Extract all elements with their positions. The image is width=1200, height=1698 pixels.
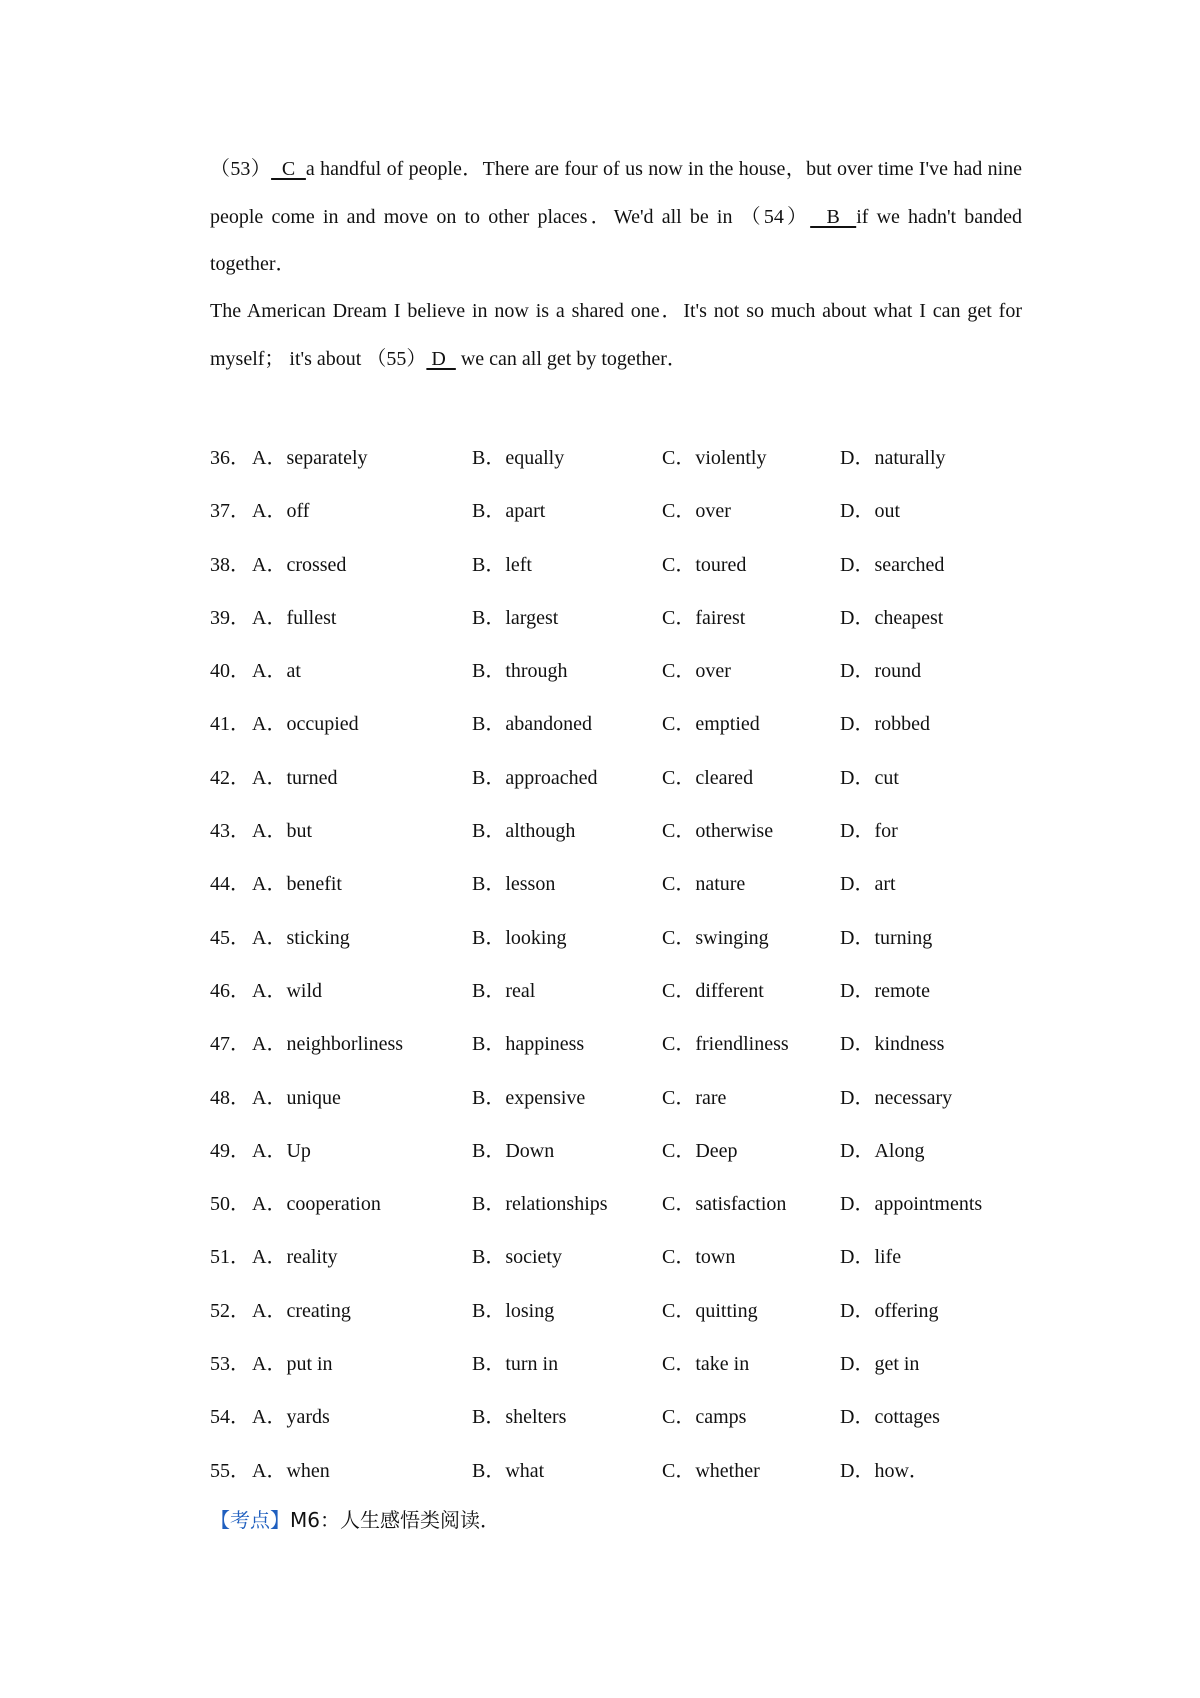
option-c: C．violently — [662, 447, 767, 469]
option-d: D．kindness — [840, 1033, 945, 1056]
passage-text — [210, 146, 1022, 289]
question-number: 53． — [210, 1353, 250, 1376]
option-d: D．turning — [840, 926, 933, 949]
option-d: D．cottages — [840, 1406, 940, 1429]
option-a: A．cooperation — [252, 1193, 381, 1216]
option-a: A．yards — [252, 1406, 330, 1429]
option-a: A．reality — [252, 1246, 338, 1269]
option-c: C．quitting — [662, 1299, 758, 1322]
option-b: B．left — [472, 553, 532, 576]
question-number: 52． — [210, 1299, 250, 1322]
question-number: 44． — [210, 873, 250, 896]
question-number: 51． — [210, 1246, 250, 1269]
options-list — [210, 432, 1022, 1498]
option-d: D．art — [840, 873, 896, 896]
question-number: 42． — [210, 766, 250, 789]
passage-sentence: if we hadn't banded together． — [210, 205, 1023, 275]
option-b: B．turn in — [472, 1353, 559, 1376]
option-row — [210, 1445, 1022, 1498]
option-c: C．camps — [662, 1406, 747, 1429]
option-c: C．satisfaction — [662, 1193, 787, 1216]
option-b: B．shelters — [472, 1406, 567, 1429]
option-a: A．Up — [252, 1139, 311, 1162]
question-number: 49． — [210, 1139, 250, 1162]
passage-sentence: a handful of people．There are four of us now in the house，but over time I've had nine people come in and move on to other places．We'd all be in — [210, 158, 1023, 228]
option-c: C．swinging — [662, 926, 769, 949]
option-row — [210, 912, 1022, 965]
option-a: A．neighborliness — [252, 1033, 404, 1056]
option-row — [210, 858, 1022, 911]
kaodian-text: M6：人生感悟类阅读． — [290, 1508, 500, 1532]
option-row — [210, 645, 1022, 698]
option-c: C．over — [662, 660, 731, 683]
passage-sentence: we can all get by together． — [455, 347, 687, 370]
passage-text — [210, 288, 1022, 383]
option-row — [210, 965, 1022, 1018]
kaodian-note — [210, 1500, 500, 1540]
option-d: D．cut — [840, 766, 899, 789]
option-b: B．approached — [472, 766, 598, 789]
option-a: A．occupied — [252, 713, 359, 736]
option-c: C．town — [662, 1246, 736, 1269]
option-d: D．for — [840, 820, 898, 843]
question-number: （53） — [210, 158, 272, 180]
option-c: C．rare — [662, 1086, 727, 1109]
passage-sentence: The American Dream I believe in now is a shared one．It's not so much about what I can get for myself； it's about — [210, 300, 1022, 370]
question-number: 37． — [210, 500, 250, 523]
question-number: 48． — [210, 1086, 250, 1109]
question-number: 38． — [210, 553, 250, 576]
answer-blank: C — [271, 158, 306, 180]
option-a: A．unique — [252, 1086, 341, 1109]
option-d: D．life — [840, 1246, 902, 1269]
option-row — [210, 432, 1022, 485]
option-d: D．remote — [840, 979, 930, 1002]
option-row — [210, 752, 1022, 805]
option-d: D．robbed — [840, 713, 930, 736]
option-row — [210, 1231, 1022, 1284]
option-c: C．toured — [662, 553, 747, 576]
option-b: B．losing — [472, 1299, 555, 1322]
option-c: C．cleared — [662, 766, 754, 789]
option-a: A．turned — [252, 766, 338, 789]
option-row — [210, 1072, 1022, 1125]
option-d: D．appointments — [840, 1193, 983, 1216]
option-c: C．emptied — [662, 713, 760, 736]
option-c: C．fairest — [662, 606, 746, 629]
option-d: D．searched — [840, 553, 945, 576]
passage-paragraph-2 — [210, 288, 1022, 383]
option-b: B．looking — [472, 926, 567, 949]
option-c: C．otherwise — [662, 820, 774, 843]
option-b: B．equally — [472, 447, 565, 469]
option-b: B．although — [472, 820, 576, 843]
option-a: A．off — [252, 500, 310, 523]
option-c: C．over — [662, 500, 731, 523]
option-d: D．how． — [840, 1459, 929, 1482]
question-number: （54） — [740, 205, 811, 228]
option-b: B．lesson — [472, 873, 556, 896]
option-b: B．Down — [472, 1139, 555, 1162]
option-row — [210, 1338, 1022, 1391]
kaodian-label: 【考点】 — [210, 1508, 290, 1532]
option-row — [210, 592, 1022, 645]
question-number: 46． — [210, 979, 250, 1002]
option-b: B．happiness — [472, 1033, 585, 1056]
option-d: D．round — [840, 660, 922, 683]
option-row — [210, 1285, 1022, 1338]
question-number: 50． — [210, 1193, 250, 1216]
option-b: B．through — [472, 660, 568, 683]
option-d: D．offering — [840, 1299, 939, 1322]
option-d: D．Along — [840, 1139, 925, 1162]
option-a: A．at — [252, 660, 301, 683]
question-number: 45． — [210, 926, 250, 949]
question-number: 47． — [210, 1033, 250, 1056]
option-row — [210, 805, 1022, 858]
option-d: D．get in — [840, 1353, 920, 1376]
option-a: A．sticking — [252, 926, 350, 949]
answer-blank: D — [426, 347, 456, 370]
question-number: 40． — [210, 660, 250, 683]
question-number: 36． — [210, 447, 250, 469]
option-d: D．naturally — [840, 447, 946, 469]
option-b: B．relationships — [472, 1193, 608, 1216]
option-b: B．expensive — [472, 1086, 586, 1109]
question-number: 55． — [210, 1459, 250, 1482]
question-number: 39． — [210, 606, 250, 629]
question-number: 43． — [210, 820, 250, 843]
option-b: B．largest — [472, 606, 559, 629]
option-a: A．crossed — [252, 553, 347, 576]
question-number: （55） — [366, 347, 427, 370]
option-row — [210, 1391, 1022, 1444]
option-a: A．benefit — [252, 873, 342, 896]
option-row — [210, 485, 1022, 538]
option-c: C．nature — [662, 873, 746, 896]
option-a: A．but — [252, 820, 312, 843]
option-d: D．out — [840, 500, 900, 523]
option-row — [210, 1018, 1022, 1071]
option-c: C．friendliness — [662, 1033, 789, 1056]
option-b: B．what — [472, 1459, 545, 1482]
option-b: B．apart — [472, 500, 546, 523]
option-row — [210, 1178, 1022, 1231]
option-a: A．when — [252, 1459, 330, 1482]
option-a: A．separately — [252, 447, 368, 469]
option-c: C．Deep — [662, 1139, 738, 1162]
option-d: D．necessary — [840, 1086, 953, 1109]
option-row — [210, 539, 1022, 592]
option-c: C．different — [662, 979, 764, 1002]
option-a: A．fullest — [252, 606, 337, 629]
option-a: A．creating — [252, 1299, 351, 1322]
option-c: C．take in — [662, 1353, 750, 1376]
option-c: C．whether — [662, 1459, 760, 1482]
option-b: B．real — [472, 979, 536, 1002]
option-a: A．put in — [252, 1353, 333, 1376]
option-row — [210, 1125, 1022, 1178]
question-number: 54． — [210, 1406, 250, 1429]
option-a: A．wild — [252, 979, 322, 1002]
passage-paragraph-1 — [210, 146, 1022, 289]
question-number: 41． — [210, 713, 250, 736]
option-b: B．abandoned — [472, 713, 592, 736]
answer-blank: B — [810, 205, 857, 228]
option-b: B．society — [472, 1246, 562, 1269]
option-row — [210, 698, 1022, 751]
option-d: D．cheapest — [840, 606, 944, 629]
